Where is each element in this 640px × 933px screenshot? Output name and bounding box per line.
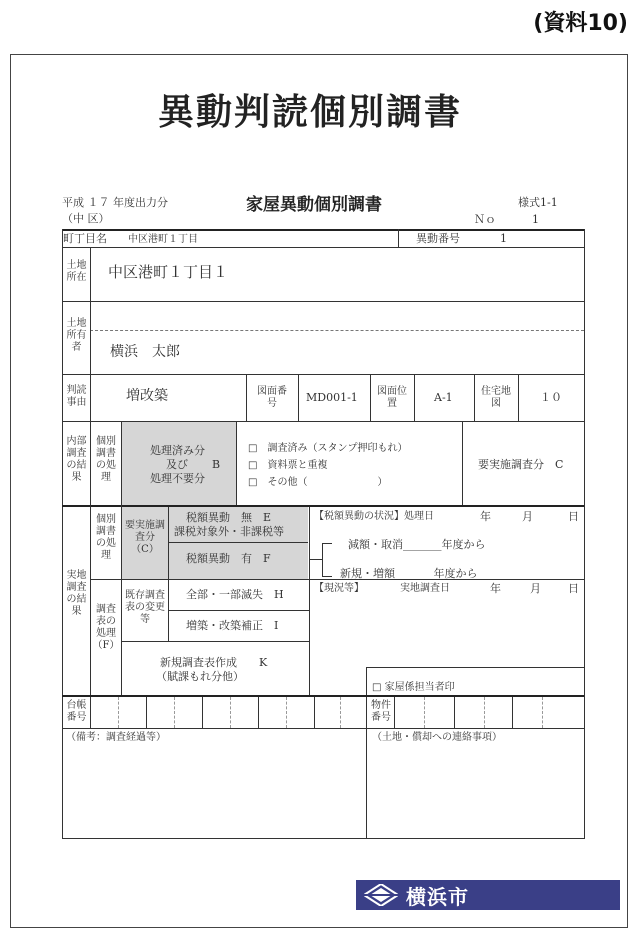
yokohama-logo (356, 880, 620, 910)
owner-label: 土地所有者 (66, 318, 87, 353)
check-surveyed[interactable]: □ 調査済み（スタンプ押印もれ） (248, 443, 408, 454)
change-no-label: 異動番号 (416, 232, 460, 245)
field-sub-label-2: 調査表の処理（F） (92, 604, 120, 651)
tax-status-label: 【税額異動の状況】処理日 (314, 511, 434, 522)
land-location-value: 中区港町１丁目１ (108, 263, 229, 281)
reason-value: 増改築 (126, 388, 168, 404)
b-code: B (212, 458, 221, 471)
form-number: 様式1-1 (518, 196, 558, 209)
remarks-label: （備考：調査経過等） (66, 732, 166, 743)
map-position-label: 図面位置 (377, 386, 407, 409)
check-other[interactable]: □ その他（ ） (248, 477, 388, 488)
owner-value: 横浜 太郎 (110, 344, 180, 360)
city-emblem-icon (364, 884, 398, 906)
internal-result-label: 内部調査の結果 (66, 436, 87, 483)
tax-none-sub: 課税対象外・非課税等 (174, 525, 284, 538)
change-no-value: 1 (500, 232, 507, 245)
survey-date-day: 日 (568, 582, 579, 595)
main-title: 異動判読個別調書 (157, 92, 462, 133)
map-position-value: A-1 (434, 391, 453, 404)
tax-date-year: 年 (480, 510, 491, 523)
survey-date-year: 年 (490, 582, 501, 595)
house-map-label: 住宅地図 (481, 386, 511, 409)
survey-date-month: 月 (530, 582, 541, 595)
town-value: 中区港町１丁目 (128, 234, 198, 245)
field-result-label: 実地調査の結果 (66, 570, 87, 617)
stamp-label[interactable]: □ 家屋係担当者印 (372, 682, 455, 693)
existing-change-label: 既存調査表の変更等 (125, 590, 165, 625)
property-no-label: 物件番号 (371, 700, 391, 723)
no-value: 1 (532, 213, 539, 226)
field-sub-label-1: 個別調書の処理 (96, 514, 116, 561)
check-duplicate[interactable]: □ 資料票と重複 (248, 460, 328, 471)
increase-line: 新規・増額_______年度から (340, 567, 478, 580)
house-map-value: １０ (540, 391, 562, 404)
reference-label: (資料10) (533, 11, 628, 36)
internal-sub-label: 個別調書の処理 (96, 436, 116, 483)
ledger-no-label: 台帳番号 (66, 700, 87, 723)
contact-label: （土地・償却への連絡事項） (372, 732, 502, 743)
tax-date-day: 日 (568, 510, 579, 523)
new-form-option: 新規調査表作成 K (160, 656, 268, 669)
need-survey-c: 要実施調査分 C (478, 458, 564, 471)
loss-option: 全部・一部滅失 H (186, 588, 284, 601)
year-label: 平成 １７ 年度出力分 (62, 196, 168, 209)
processed-label: 処理済み分 (150, 444, 205, 457)
document-frame (10, 54, 628, 928)
town-label: 町丁目名 (63, 232, 107, 245)
reason-label: 判読事由 (66, 385, 87, 408)
unnecessary-label: 処理不要分 (150, 472, 205, 485)
ward-label: （中 区） (62, 212, 110, 225)
and-label: 及び (166, 458, 188, 471)
map-no-label: 図面番号 (257, 386, 287, 409)
land-location-label: 土地所在 (66, 260, 87, 283)
form-title: 家屋異動個別調書 (246, 195, 382, 215)
new-form-sub: （賦課もれ分他） (156, 670, 244, 683)
status-label: 【現況等】 (314, 583, 364, 594)
decrease-line: 減額・取消_______年度から (348, 538, 486, 551)
need-survey-field: 要実施調査分（C） (125, 520, 165, 555)
map-no-value: MD001-1 (306, 391, 358, 404)
survey-date-label: 実地調査日 (400, 583, 450, 594)
remodel-option: 増築・改築補正 I (186, 619, 279, 632)
tax-date-month: 月 (522, 510, 533, 523)
tax-yes: 税額異動 有 F (186, 552, 271, 565)
logo-text: 横浜市 (406, 884, 469, 909)
no-label: Ｎｏ (474, 213, 496, 226)
tax-none: 税額異動 無 E (186, 511, 272, 524)
